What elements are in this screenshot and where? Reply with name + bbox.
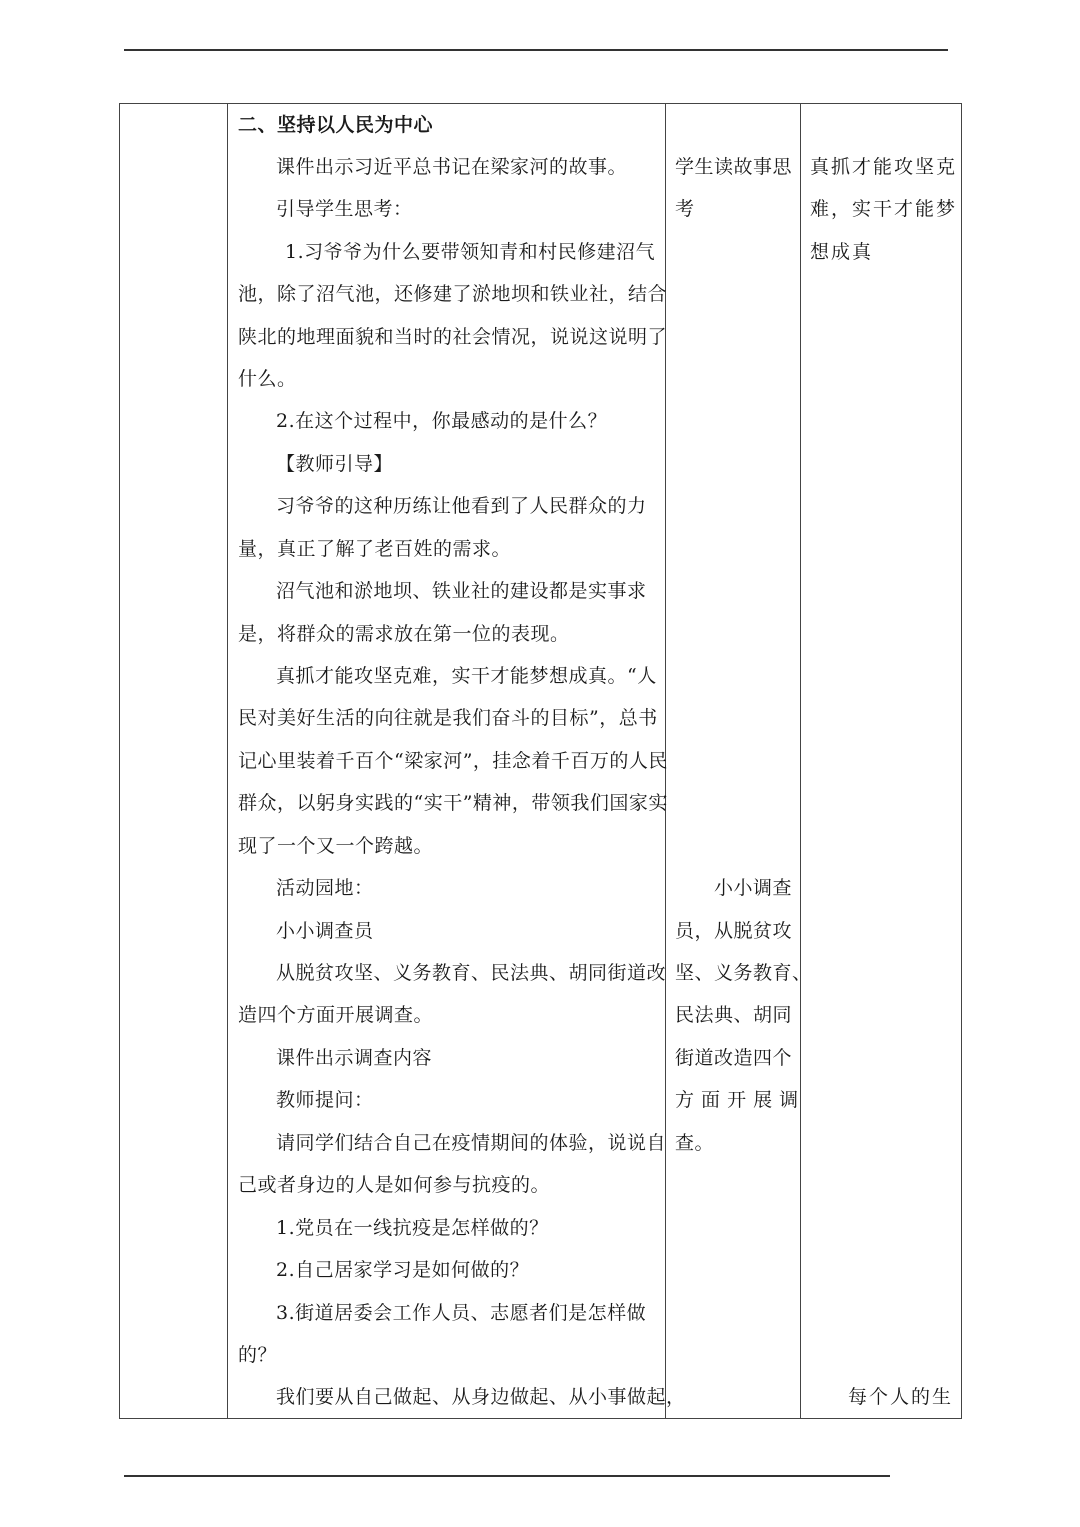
content-line: 记心里装着千百个“梁家河”，挂念着千百万的人民 — [238, 750, 668, 772]
content-line: 活动园地： — [276, 877, 374, 899]
content-line: 3.街道居委会工作人员、志愿者们是怎样做 — [276, 1302, 647, 1324]
footer-rule — [124, 1475, 890, 1477]
content-line: 什么。 — [238, 368, 297, 390]
content-line: 真抓才能攻坚克难，实干才能梦想成真。“人 — [276, 665, 657, 687]
content-line: 量，真正了解了老百姓的需求。 — [238, 538, 512, 560]
design-line: 真抓才能攻坚克 — [810, 156, 958, 178]
content-line: 请同学们结合自己在疫情期间的体验，说说自 — [276, 1132, 667, 1154]
content-line: 是，将群众的需求放在第一位的表现。 — [238, 623, 570, 645]
student-line: 坚、义务教育、 — [675, 962, 812, 984]
content-line: 池，除了沼气池，还修建了淤地坝和铁业社，结合 — [238, 283, 668, 305]
content-line: 己或者身边的人是如何参与抗疫的。 — [238, 1174, 551, 1196]
student-line: 方 面 开 展 调 — [675, 1089, 799, 1111]
section-heading: 二、坚持以人民为中心 — [238, 114, 434, 136]
content-line: 课件出示调查内容 — [276, 1047, 433, 1069]
design-line: 每个人的生 — [848, 1386, 954, 1408]
student-line: 员，从脱贫攻 — [675, 920, 793, 942]
content-line: 群众，以躬身实践的“实干”精神，带领我们国家实 — [238, 792, 668, 814]
student-line: 学生读故事思 — [675, 156, 793, 178]
content-line: 【教师引导】 — [276, 453, 394, 475]
content-line: 课件出示习近平总书记在梁家河的故事。 — [276, 156, 628, 178]
content-line: 引导学生思考： — [276, 198, 413, 220]
student-line: 查。 — [675, 1132, 715, 1154]
content-line: 2.自己居家学习是如何做的？ — [276, 1259, 530, 1281]
header-rule — [124, 49, 948, 51]
student-line: 民法典、胡同 — [675, 1004, 793, 1026]
content-line: 从脱贫攻坚、义务教育、民法典、胡同街道改 — [276, 962, 667, 984]
content-line: 沼气池和淤地坝、铁业社的建设都是实事求 — [276, 580, 647, 602]
content-line: 我们要从自己做起、从身边做起、从小事做起， — [276, 1386, 686, 1408]
content-line: 陕北的地理面貌和当时的社会情况，说说这说明了 — [238, 326, 668, 348]
content-line: 教师提问： — [276, 1089, 374, 1111]
student-line: 小小调查 — [714, 877, 793, 899]
content-line: 造四个方面开展调查。 — [238, 1004, 434, 1026]
content-line: 1.习爷爷为什么要带领知青和村民修建沼气 — [285, 241, 656, 263]
design-line: 难，实干才能梦 — [810, 198, 958, 220]
content-line: 1.党员在一线抗疫是怎样做的？ — [276, 1217, 549, 1239]
content-line: 习爷爷的这种历练让他看到了人民群众的力 — [276, 495, 647, 517]
content-line: 现了一个又一个跨越。 — [238, 835, 434, 857]
student-line: 考 — [675, 198, 695, 220]
content-line: 小小调查员 — [276, 920, 374, 942]
content-line: 的？ — [238, 1344, 278, 1366]
content-line: 民对美好生活的向往就是我们奋斗的目标”，总书 — [238, 707, 658, 729]
design-line: 想成真 — [810, 241, 874, 263]
column-divider-3 — [800, 104, 801, 1418]
content-line: 2.在这个过程中，你最感动的是什么？ — [276, 410, 608, 432]
column-divider-1 — [227, 104, 228, 1418]
student-line: 街道改造四个 — [675, 1047, 793, 1069]
